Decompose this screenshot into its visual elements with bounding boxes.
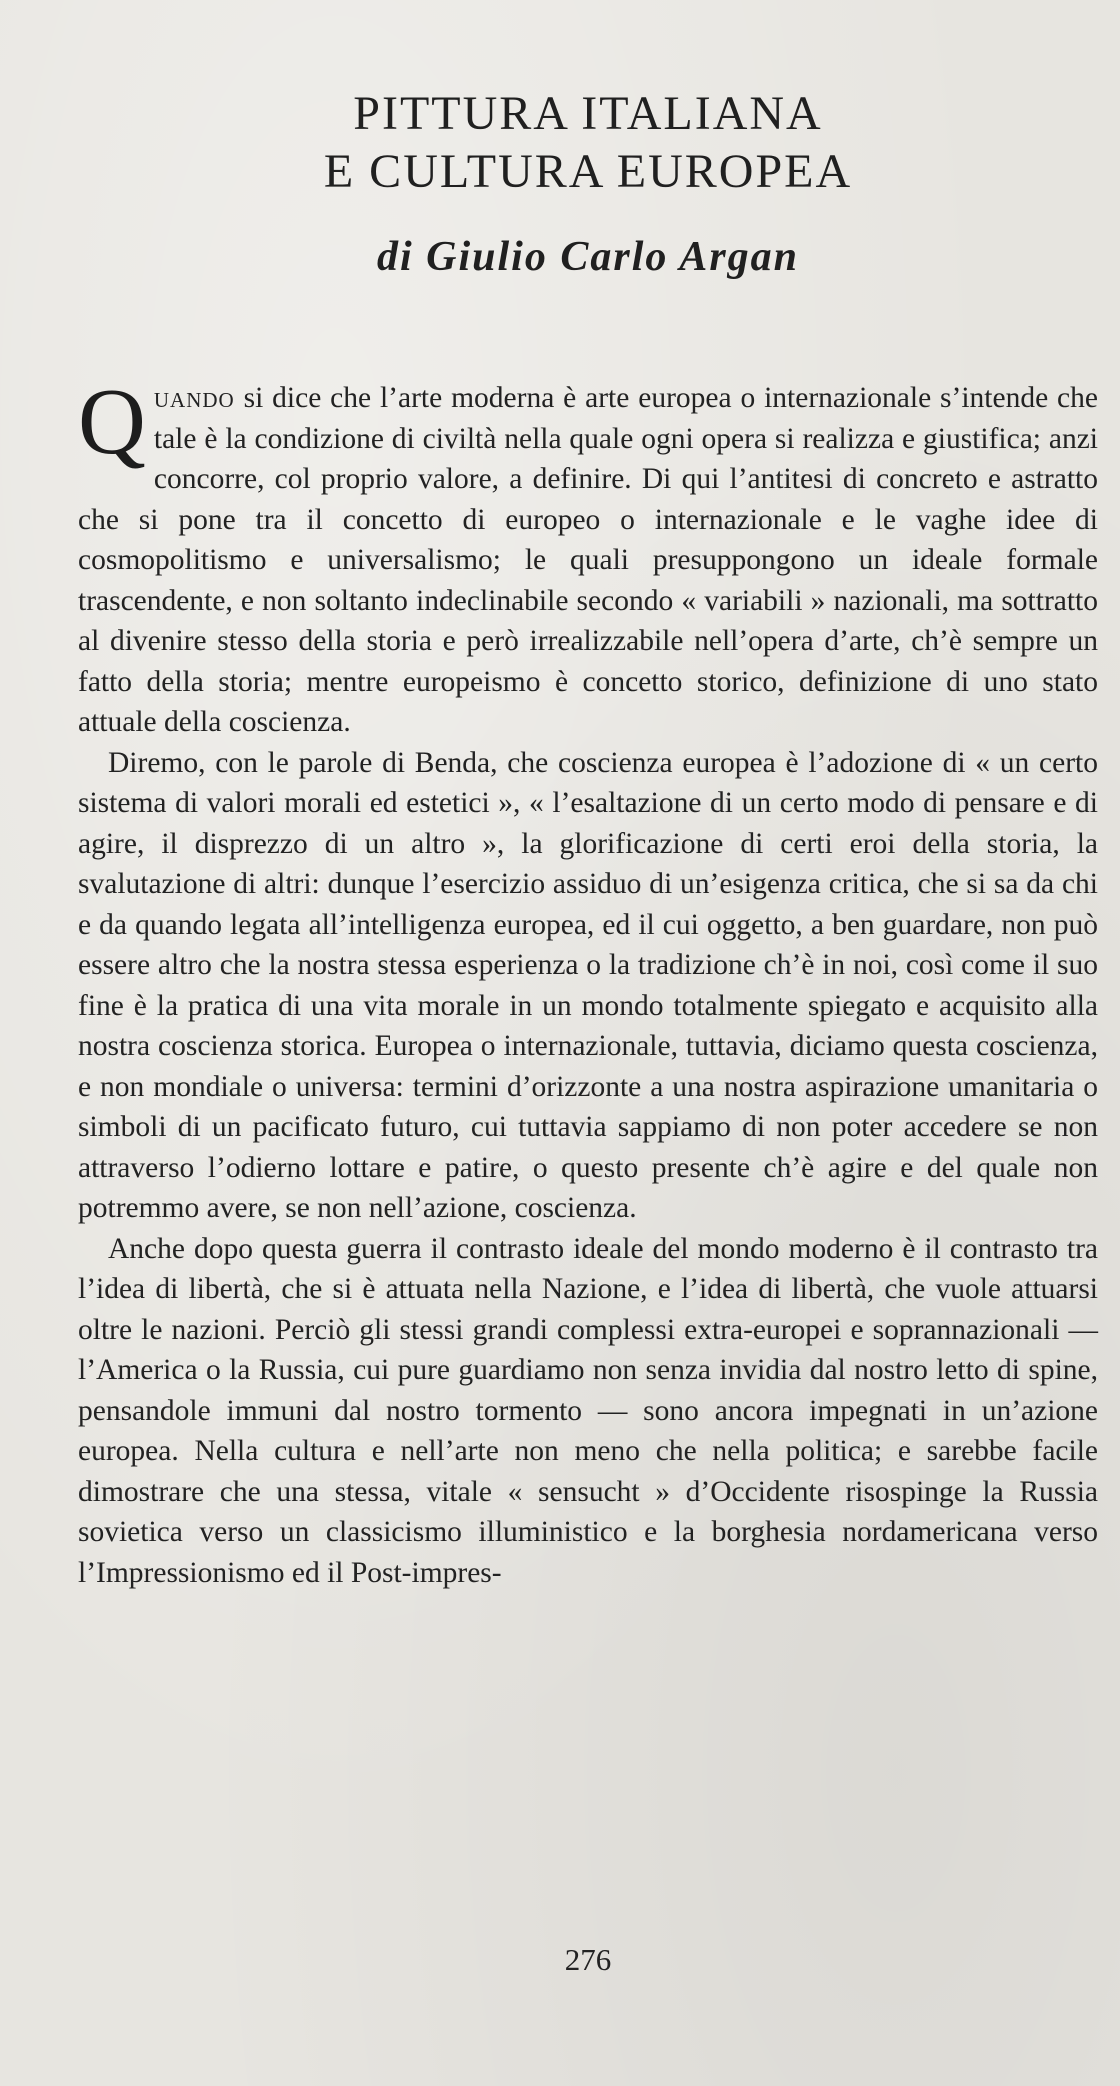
paragraph-1	[78, 370, 1098, 743]
paragraph-3: Anche dopo questa guerra il contrasto ideale del mondo moderno è il contrasto tra l’idea di libertà, che si è attuata nella Nazione, e l’idea di libertà, che vuole attuarsi oltre le nazioni. Perciò gli stessi grandi complessi extra-europei e soprannazionali — l’America o la Russia, cui pure guardiamo non senza invidia dal nostro letto di spine, pensandole immuni dal nostro tormento — sono ancora impegnati in un’azione europea. Nella cultura e nell’arte non meno che nella politica; e sarebbe facile dimostrare che una stessa, vitale « sensucht » d’Occidente risospinge la Russia sovietica verso un classicismo illuministico e la borghesia nordamericana verso l’Impressionismo ed il Post-impres-	[78, 1232, 1098, 1589]
small-caps-lead: uando	[153, 382, 235, 414]
article-body	[78, 370, 1098, 1593]
page-number: 276	[564, 1942, 612, 1977]
paragraph-1-text: si dice che l’arte moderna è arte europea o internazionale s’intende che tale è la condizione di civiltà nella quale ogni opera si realizza e giustifica; anzi concorre, col proprio valore, a definire. Di qui l’antitesi di concreto e astratto che si pone tra il concetto di europeo o internazionale e le vaghe idee di cosmopolitismo e universalismo; le quali presuppongono un ideale formale trascendente, e non soltanto indeclinabile secondo « variabili » nazionali, ma sottratto al divenire stesso della storia e però irrealizzabile nell’opera d’arte, ch’è sempre un fatto della storia; mentre europeismo è concetto storico, definizione di uno stato attuale della coscienza.	[78, 382, 1098, 738]
document-page	[78, 70, 1098, 2060]
author-byline: di Giulio Carlo Argan	[376, 234, 800, 280]
title-block	[78, 85, 1098, 281]
drop-cap: Q	[78, 370, 146, 474]
title-line-1: PITTURA ITALIANA	[353, 87, 823, 140]
paragraph-2: Diremo, con le parole di Benda, che coscienza europea è l’adozione di « un certo sistema di valori morali ed estetici », « l’esaltazione di un certo modo di pensare e di agire, il disprezzo di un altro », la glorificazione di certi eroi della storia, la svalutazione di altri: dunque l’esercizio assiduo di un’esigenza critica, che si sa da chi e da quando legata all’intelligenza europea, ed il cui oggetto, a ben guardare, non può essere altro che la nostra stessa esperienza o la tradizione ch’è in noi, così come il suo fine è la pratica di una vita morale in un mondo totalmente spiegato e acquisito alla nostra coscienza storica. Europea o internazionale, tuttavia, diciamo questa coscienza, e non mondiale o universa: termini d’orizzonte a una nostra aspirazione umanitaria o simboli di un pacificato futuro, cui tuttavia sappiamo di non poter accedere se non attraverso l’odierno lottare e patire, o questo presente ch’è agire e del quale non potremmo avere, se non nell’azione, coscienza.	[78, 746, 1098, 1224]
title-line-2: E CULTURA EUROPEA	[323, 145, 853, 198]
